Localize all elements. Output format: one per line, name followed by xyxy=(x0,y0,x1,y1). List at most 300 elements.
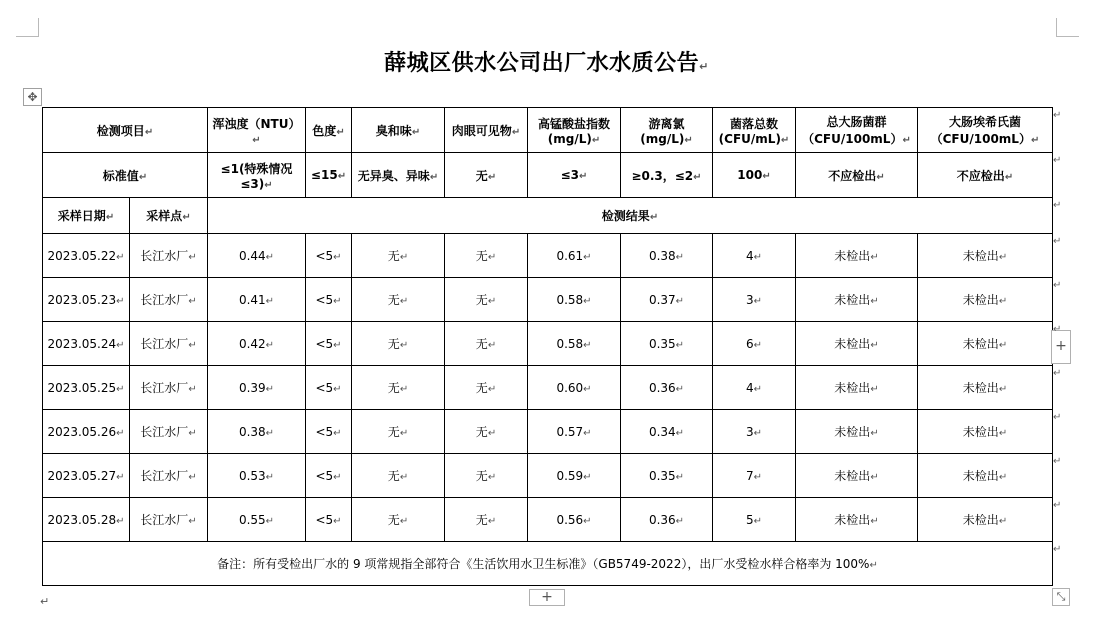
cell-end-mark-icon: ↵ xyxy=(188,252,197,263)
table-cell xyxy=(352,410,445,454)
table-cell xyxy=(445,366,528,410)
table-cell xyxy=(621,366,713,410)
cell-end-mark-icon: ↵ xyxy=(336,126,345,138)
table-cell xyxy=(208,322,306,366)
table-cell-text: 0.39 xyxy=(238,380,266,395)
table-cell-text: 未检出 xyxy=(834,293,871,307)
row-end-mark-icon: ↵ xyxy=(1053,109,1062,121)
cell-end-mark-icon: ↵ xyxy=(998,252,1008,263)
cell-end-mark-icon: ↵ xyxy=(265,383,275,395)
cell-end-mark-icon: ↵ xyxy=(116,251,125,263)
standard-cell-text: 100 xyxy=(737,168,763,182)
table-cell xyxy=(43,322,130,366)
standard-cell xyxy=(796,153,918,198)
table-cell-text: 0.58 xyxy=(556,292,584,307)
cell-end-mark-icon: ↵ xyxy=(684,134,693,146)
table-cell-text: 3 xyxy=(745,292,754,307)
table-cell-text: 0.55 xyxy=(238,512,266,527)
cell-end-mark-icon: ↵ xyxy=(675,515,685,527)
header-cell xyxy=(796,108,918,153)
table-cell xyxy=(352,278,445,322)
table-cell-text: 无 xyxy=(475,381,488,395)
cell-end-mark-icon: ↵ xyxy=(333,295,342,307)
table-cell xyxy=(208,278,306,322)
table-cell xyxy=(352,366,445,410)
table-cell-text: 未检出 xyxy=(834,381,871,395)
table-row xyxy=(43,498,1053,542)
table-cell-text: 0.37 xyxy=(648,292,676,307)
table-cell xyxy=(306,498,352,542)
cell-end-mark-icon: ↵ xyxy=(870,472,879,483)
row-end-mark-icon: ↵ xyxy=(1053,411,1062,423)
table-resize-icon[interactable]: ⤡ xyxy=(1052,588,1070,606)
table-cell-text: 未检出 xyxy=(834,425,871,439)
cell-end-mark-icon: ↵ xyxy=(188,516,197,527)
header-cell-text: 色度 xyxy=(312,123,337,138)
table-cell-text: 2023.05.26 xyxy=(47,424,117,439)
standard-cell xyxy=(528,153,621,198)
cell-end-mark-icon: ↵ xyxy=(265,427,275,439)
cell-end-mark-icon: ↵ xyxy=(869,560,878,571)
table-row xyxy=(43,454,1053,498)
standard-cell-text: ≤15 xyxy=(310,168,338,182)
table-cell-text: 无 xyxy=(475,337,488,351)
cell-end-mark-icon: ↵ xyxy=(116,515,125,527)
header-cell xyxy=(621,108,713,153)
table-cell-text: 未检出 xyxy=(962,469,999,483)
cell-end-mark-icon: ↵ xyxy=(998,428,1008,439)
table-cell-text: 2023.05.23 xyxy=(47,292,117,307)
cell-end-mark-icon: ↵ xyxy=(753,295,763,307)
cell-end-mark-icon: ↵ xyxy=(753,339,763,351)
table-cell xyxy=(306,366,352,410)
table-cell xyxy=(621,410,713,454)
table-cell xyxy=(43,278,130,322)
table-cell xyxy=(713,278,796,322)
table-cell xyxy=(528,234,621,278)
table-cell xyxy=(445,454,528,498)
table-cell xyxy=(208,454,306,498)
table-move-icon[interactable]: ✥ xyxy=(23,88,42,106)
header-label-cell xyxy=(43,108,208,153)
table-cell-text: 4 xyxy=(745,248,754,263)
table-cell xyxy=(306,454,352,498)
table-cell-text: 0.61 xyxy=(556,248,584,263)
standard-cell xyxy=(208,153,306,198)
standard-cell-text: 不应检出 xyxy=(828,168,877,183)
table-cell-text: <5 xyxy=(315,468,334,483)
table-cell xyxy=(43,366,130,410)
cell-end-mark-icon: ↵ xyxy=(182,212,191,223)
table-cell xyxy=(208,366,306,410)
table-cell-text: 0.58 xyxy=(556,336,584,351)
table-cell-text: 未检出 xyxy=(834,337,871,351)
table-cell-text: 2023.05.24 xyxy=(47,336,117,351)
cell-end-mark-icon: ↵ xyxy=(333,339,342,351)
cell-end-mark-icon: ↵ xyxy=(116,295,125,307)
cell-end-mark-icon: ↵ xyxy=(998,472,1008,483)
table-cell xyxy=(713,322,796,366)
table-cell-text: 未检出 xyxy=(834,469,871,483)
water-quality-table xyxy=(42,107,1053,586)
note-cell xyxy=(43,542,1053,586)
table-cell-text: 0.57 xyxy=(556,424,584,439)
table-cell xyxy=(918,234,1053,278)
header-cell-text: 肉眼可见物 xyxy=(451,123,512,138)
header-cell xyxy=(208,108,306,153)
table-cell xyxy=(352,234,445,278)
cell-end-mark-icon: ↵ xyxy=(399,296,409,307)
table-cell xyxy=(306,322,352,366)
table-cell-text: 长江水厂 xyxy=(140,425,189,439)
sample-date-header-text: 采样日期 xyxy=(57,209,106,223)
table-cell xyxy=(796,410,918,454)
table-cell xyxy=(445,322,528,366)
table-cell-text: <5 xyxy=(315,336,334,351)
table-cell xyxy=(130,234,208,278)
table-cell xyxy=(130,410,208,454)
cell-end-mark-icon: ↵ xyxy=(675,295,685,307)
table-cell-text: 未检出 xyxy=(962,337,999,351)
standard-cell-text: 不应检出 xyxy=(956,168,1005,183)
title-text: 薛城区供水公司出厂水水质公告 xyxy=(384,51,700,76)
table-cell-text: 无 xyxy=(387,381,400,395)
cell-end-mark-icon: ↵ xyxy=(583,515,592,527)
standard-cell xyxy=(713,153,796,198)
cell-end-mark-icon: ↵ xyxy=(675,471,685,483)
cell-end-mark-icon: ↵ xyxy=(870,340,879,351)
cell-end-mark-icon: ↵ xyxy=(252,134,261,146)
paragraph-mark-icon: ↵ xyxy=(40,595,50,608)
table-cell-text: 无 xyxy=(475,513,488,527)
table-cell-text: 0.36 xyxy=(648,380,676,395)
table-cell-text: 无 xyxy=(387,249,400,263)
cell-end-mark-icon: ↵ xyxy=(265,251,275,263)
table-cell-text: 无 xyxy=(387,469,400,483)
sample-site-header xyxy=(130,198,208,234)
cell-end-mark-icon: ↵ xyxy=(265,515,275,527)
cell-end-mark-icon: ↵ xyxy=(333,427,342,439)
cell-end-mark-icon: ↵ xyxy=(399,340,409,351)
header-cell xyxy=(918,108,1053,153)
standard-cell xyxy=(306,153,352,198)
table-cell-text: <5 xyxy=(315,424,334,439)
standard-cell xyxy=(918,153,1053,198)
table-cell xyxy=(445,234,528,278)
cell-end-mark-icon: ↵ xyxy=(265,339,275,351)
table-cell-text: 0.42 xyxy=(238,336,266,351)
table-row xyxy=(43,322,1053,366)
header-label-cell-text: 检测项目 xyxy=(96,123,145,138)
table-cell xyxy=(796,454,918,498)
table-cell-text: 2023.05.28 xyxy=(47,512,117,527)
cell-end-mark-icon: ↵ xyxy=(337,171,347,182)
table-cell-text: 0.59 xyxy=(556,468,584,483)
standard-cell-text: 无异臭、异味 xyxy=(357,168,430,183)
table-cell xyxy=(306,234,352,278)
table-cell xyxy=(445,498,528,542)
subheader-row xyxy=(43,198,1053,234)
table-cell xyxy=(621,234,713,278)
table-cell-text: 长江水厂 xyxy=(140,249,189,263)
table-cell xyxy=(918,278,1053,322)
cell-end-mark-icon: ↵ xyxy=(583,427,592,439)
table-cell xyxy=(621,498,713,542)
table-cell xyxy=(43,498,130,542)
table-cell-text: 无 xyxy=(475,293,488,307)
row-end-mark-icon: ↵ xyxy=(1053,235,1062,247)
cell-end-mark-icon: ↵ xyxy=(333,471,342,483)
cell-end-mark-icon: ↵ xyxy=(753,471,763,483)
standard-label-cell-text: 标准值 xyxy=(102,168,139,183)
table-cell xyxy=(713,498,796,542)
header-cell xyxy=(445,108,528,153)
add-row-button[interactable]: + xyxy=(529,589,565,606)
row-end-mark-icon: ↵ xyxy=(1053,323,1062,335)
standard-cell xyxy=(352,153,445,198)
table-row xyxy=(43,234,1053,278)
cell-end-mark-icon: ↵ xyxy=(265,471,275,483)
table-cell xyxy=(130,454,208,498)
cell-end-mark-icon: ↵ xyxy=(649,212,659,223)
table-cell xyxy=(796,366,918,410)
table-cell xyxy=(918,498,1053,542)
cell-end-mark-icon: ↵ xyxy=(1004,171,1014,183)
table-cell-text: 长江水厂 xyxy=(140,337,189,351)
header-cell xyxy=(713,108,796,153)
table-cell xyxy=(352,498,445,542)
table-cell-text: 无 xyxy=(475,249,488,263)
table-cell-text: 无 xyxy=(387,293,400,307)
table-cell-text: 长江水厂 xyxy=(140,513,189,527)
cell-end-mark-icon: ↵ xyxy=(116,339,125,351)
table-cell-text: 未检出 xyxy=(834,513,871,527)
table-cell-text: 无 xyxy=(475,469,488,483)
table-row xyxy=(43,410,1053,454)
cell-end-mark-icon: ↵ xyxy=(116,383,125,395)
table-cell xyxy=(208,410,306,454)
table-cell xyxy=(918,410,1053,454)
table-cell-text: 长江水厂 xyxy=(140,381,189,395)
cell-end-mark-icon: ↵ xyxy=(753,251,763,263)
table-cell xyxy=(796,498,918,542)
cell-end-mark-icon: ↵ xyxy=(487,472,497,483)
table-cell-text: 未检出 xyxy=(962,381,999,395)
table-cell-text: 0.53 xyxy=(238,468,266,483)
cell-end-mark-icon: ↵ xyxy=(105,212,115,223)
cell-end-mark-icon: ↵ xyxy=(487,171,497,183)
sample-date-header xyxy=(43,198,130,234)
cell-end-mark-icon: ↵ xyxy=(583,339,592,351)
standard-row xyxy=(43,153,1053,198)
page-corner-top-left xyxy=(16,18,39,37)
cell-end-mark-icon: ↵ xyxy=(116,427,125,439)
table-cell-text: 无 xyxy=(387,425,400,439)
cell-end-mark-icon: ↵ xyxy=(411,126,421,138)
cell-end-mark-icon: ↵ xyxy=(870,252,879,263)
cell-end-mark-icon: ↵ xyxy=(583,251,592,263)
cell-end-mark-icon: ↵ xyxy=(511,126,521,138)
table-cell-text: 0.60 xyxy=(556,380,584,395)
table-cell-text: 3 xyxy=(745,424,754,439)
table-cell xyxy=(43,234,130,278)
header-cell-text: 大肠埃希氏菌（CFU/100mL） xyxy=(930,115,1031,146)
cell-end-mark-icon: ↵ xyxy=(870,428,879,439)
table-cell xyxy=(130,278,208,322)
table-cell xyxy=(621,454,713,498)
cell-end-mark-icon: ↵ xyxy=(579,171,588,182)
table-cell-text: <5 xyxy=(315,380,334,395)
table-cell-text: 5 xyxy=(745,512,754,527)
table-cell-text: <5 xyxy=(315,248,334,263)
header-cell-text: 臭和味 xyxy=(375,123,412,138)
cell-end-mark-icon: ↵ xyxy=(138,171,148,183)
cell-end-mark-icon: ↵ xyxy=(1030,135,1040,146)
table-row xyxy=(43,366,1053,410)
table-cell-text: 6 xyxy=(745,336,754,351)
row-end-mark-icon: ↵ xyxy=(1053,199,1062,211)
table-cell xyxy=(352,454,445,498)
row-end-mark-icon: ↵ xyxy=(1053,367,1062,379)
row-end-mark-icon: ↵ xyxy=(1053,154,1062,166)
standard-cell-text: ≤3 xyxy=(560,168,579,182)
table-cell-text: <5 xyxy=(315,292,334,307)
table-cell-text: 0.41 xyxy=(238,292,266,307)
table-cell xyxy=(208,498,306,542)
table-cell xyxy=(208,234,306,278)
cell-end-mark-icon: ↵ xyxy=(399,252,409,263)
table-cell xyxy=(528,498,621,542)
header-cell-text: 游离氯(mg/L) xyxy=(640,116,685,146)
cell-end-mark-icon: ↵ xyxy=(675,383,685,395)
standard-label-cell xyxy=(43,153,208,198)
table-cell xyxy=(528,410,621,454)
row-end-mark-icon: ↵ xyxy=(1053,455,1062,467)
table-cell xyxy=(918,454,1053,498)
cell-end-mark-icon: ↵ xyxy=(399,516,409,527)
cell-end-mark-icon: ↵ xyxy=(780,134,790,146)
table-cell xyxy=(528,454,621,498)
cell-end-mark-icon: ↵ xyxy=(144,126,154,138)
table-cell-text: 未检出 xyxy=(962,249,999,263)
table-row xyxy=(43,278,1053,322)
table-cell xyxy=(796,278,918,322)
page-corner-top-right xyxy=(1056,18,1079,37)
add-column-button[interactable]: + xyxy=(1051,330,1071,364)
cell-end-mark-icon: ↵ xyxy=(116,471,125,483)
table-cell xyxy=(528,322,621,366)
cell-end-mark-icon: ↵ xyxy=(583,471,592,483)
standard-cell xyxy=(445,153,528,198)
table-cell-text: 7 xyxy=(745,468,754,483)
note-row xyxy=(43,542,1053,586)
paragraph-mark-icon: ↵ xyxy=(699,60,709,73)
table-cell xyxy=(918,366,1053,410)
cell-end-mark-icon: ↵ xyxy=(583,295,592,307)
sample-site-header-text: 采样点 xyxy=(146,209,183,223)
table-cell xyxy=(713,366,796,410)
standard-cell-text: 无 xyxy=(475,168,488,183)
cell-end-mark-icon: ↵ xyxy=(399,384,409,395)
table-cell-text: 0.35 xyxy=(648,468,676,483)
standard-cell-text: ≤1(特殊情况≤3) xyxy=(220,161,293,191)
header-row xyxy=(43,108,1053,153)
cell-end-mark-icon: ↵ xyxy=(333,251,342,263)
header-cell-text: 高锰酸盐指数(mg/L) xyxy=(537,116,610,146)
table-cell xyxy=(796,234,918,278)
table-cell xyxy=(130,498,208,542)
cell-end-mark-icon: ↵ xyxy=(188,472,197,483)
cell-end-mark-icon: ↵ xyxy=(753,427,763,439)
cell-end-mark-icon: ↵ xyxy=(675,427,685,439)
row-end-mark-icon: ↵ xyxy=(1053,543,1062,555)
table-cell xyxy=(43,410,130,454)
cell-end-mark-icon: ↵ xyxy=(487,296,497,307)
table-cell xyxy=(130,322,208,366)
row-end-mark-icon: ↵ xyxy=(1053,499,1062,511)
cell-end-mark-icon: ↵ xyxy=(998,384,1008,395)
cell-end-mark-icon: ↵ xyxy=(583,383,592,395)
table-cell xyxy=(528,366,621,410)
table-cell-text: 长江水厂 xyxy=(140,293,189,307)
table-cell xyxy=(352,322,445,366)
cell-end-mark-icon: ↵ xyxy=(188,340,197,351)
cell-end-mark-icon: ↵ xyxy=(902,135,911,146)
table-cell xyxy=(621,322,713,366)
cell-end-mark-icon: ↵ xyxy=(265,295,275,307)
header-cell xyxy=(528,108,621,153)
header-cell xyxy=(352,108,445,153)
cell-end-mark-icon: ↵ xyxy=(591,134,601,146)
table-cell-text: 无 xyxy=(387,513,400,527)
results-header xyxy=(208,198,1053,234)
cell-end-mark-icon: ↵ xyxy=(399,428,409,439)
table-cell-text: <5 xyxy=(315,512,334,527)
cell-end-mark-icon: ↵ xyxy=(487,516,497,527)
cell-end-mark-icon: ↵ xyxy=(675,251,685,263)
table-cell xyxy=(713,410,796,454)
cell-end-mark-icon: ↵ xyxy=(399,472,409,483)
cell-end-mark-icon: ↵ xyxy=(998,516,1008,527)
table-cell xyxy=(306,410,352,454)
table-cell-text: 0.38 xyxy=(238,424,266,439)
header-cell-text: 浑浊度（NTU） xyxy=(212,116,301,131)
cell-end-mark-icon: ↵ xyxy=(998,296,1008,307)
cell-end-mark-icon: ↵ xyxy=(188,296,197,307)
cell-end-mark-icon: ↵ xyxy=(188,428,197,439)
table-cell xyxy=(621,278,713,322)
cell-end-mark-icon: ↵ xyxy=(762,171,771,182)
table-cell-text: 2023.05.22 xyxy=(47,248,117,263)
table-cell-text: 0.44 xyxy=(238,248,266,263)
header-cell xyxy=(306,108,352,153)
table-cell-text: 未检出 xyxy=(962,293,999,307)
table-cell-text: 未检出 xyxy=(834,249,871,263)
cell-end-mark-icon: ↵ xyxy=(675,339,685,351)
cell-end-mark-icon: ↵ xyxy=(753,515,763,527)
cell-end-mark-icon: ↵ xyxy=(487,428,497,439)
table-cell-text: 2023.05.25 xyxy=(47,380,117,395)
cell-end-mark-icon: ↵ xyxy=(876,171,885,183)
table-cell-text: 未检出 xyxy=(962,513,999,527)
note-cell-text: 备注：所有受检出厂水的 9 项常规指全部符合《生活饮用水卫生标准》（GB5749-2022），出厂水受检水样合格率为 100% xyxy=(217,557,870,571)
table-cell xyxy=(713,234,796,278)
cell-end-mark-icon: ↵ xyxy=(870,516,879,527)
standard-cell-text: ≥0.3，≤2 xyxy=(631,168,694,183)
table-cell-text: 2023.05.27 xyxy=(47,468,117,483)
cell-end-mark-icon: ↵ xyxy=(998,340,1008,351)
table-cell xyxy=(306,278,352,322)
